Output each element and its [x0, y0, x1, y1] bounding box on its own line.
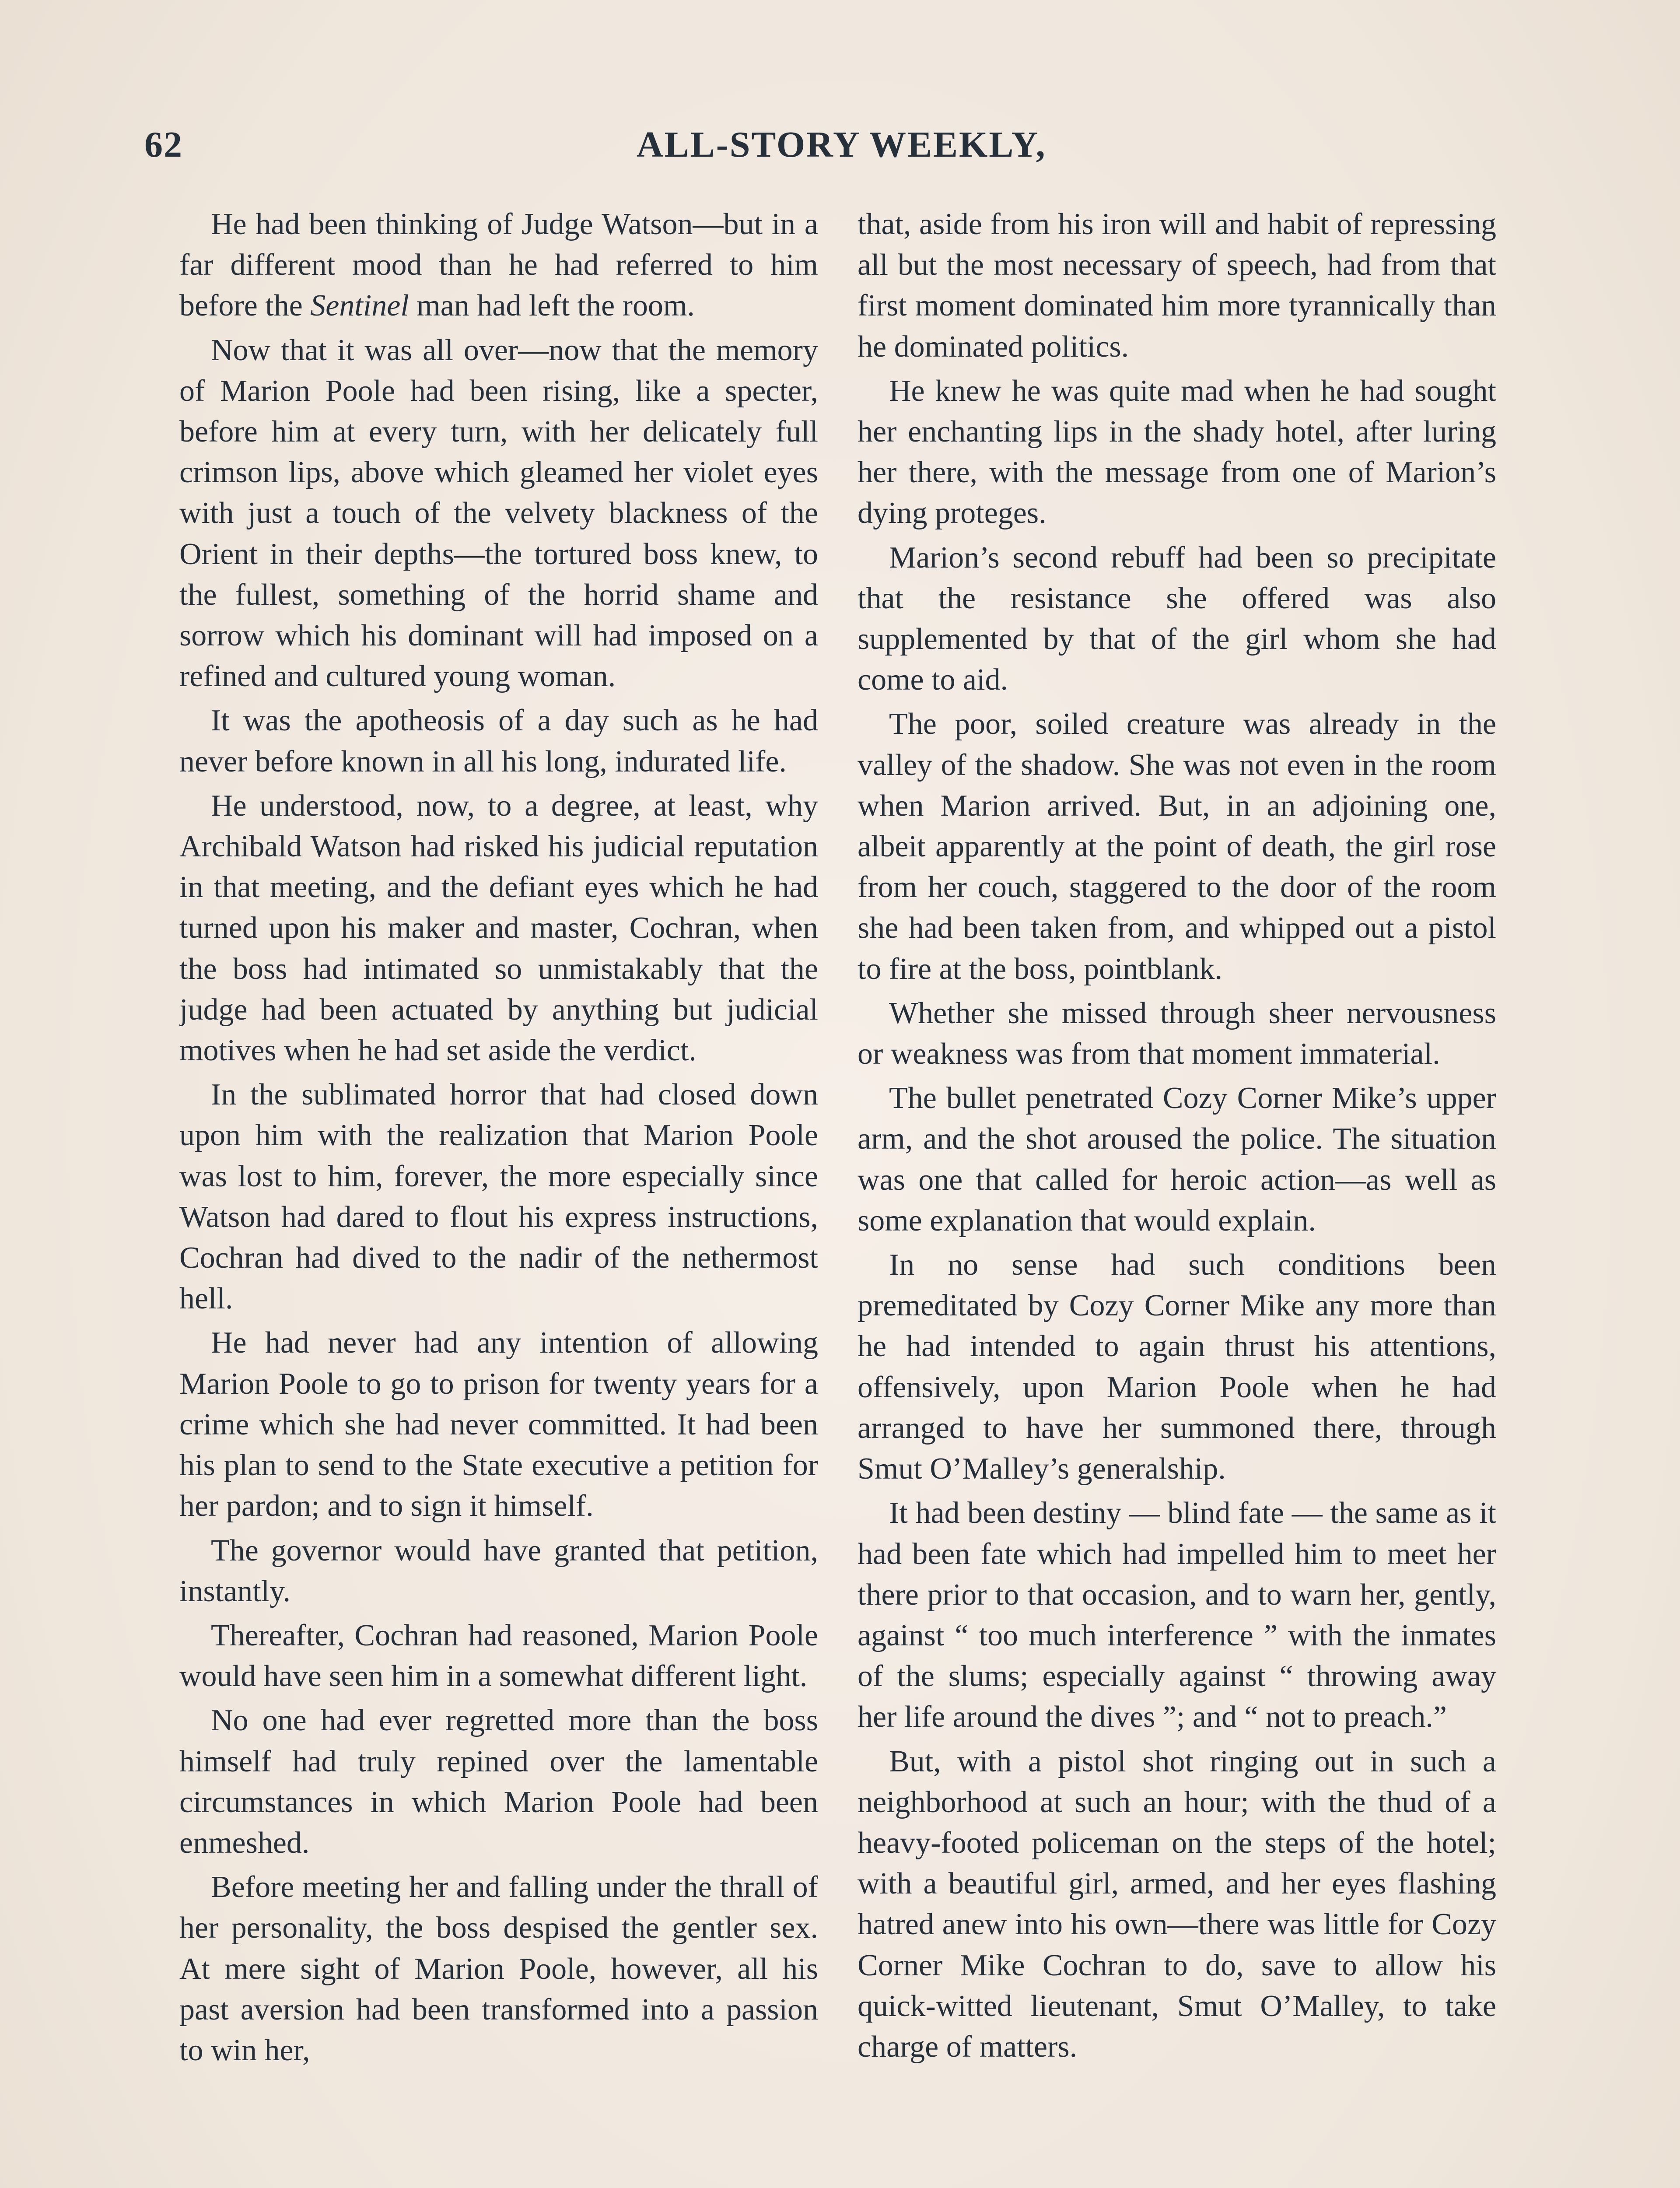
paragraph: Before meeting her and falling under the thrall of her personality, the boss despised the gentler sex. At mere sight of Marion Poole, however, all his past aversion had been transformed into a passion to win her, — [179, 1870, 818, 2067]
paragraph-continued: that, aside from his iron will and habit of repressing all but the most necessary of speech, had from that first moment dominated him more tyrannically than he dominated politics. — [858, 207, 1496, 364]
paragraph: But, with a pistol shot ringing out in such a neighborhood at such an hour; with the thud of a heavy-footed policeman on the steps of the hotel; with a beautiful girl, armed, and her eyes flashing hatred anew into his own—there was little for Cozy Corner Mike Cochran to do, save to allow his quick-witted lieutenant, Smut O’Malley, to take charge of matters. — [858, 1744, 1496, 2064]
paragraph: He knew he was quite mad when he had sought her enchanting lips in the shady hotel, after luring her there, with the message from one of Marion’s dying proteges. — [858, 374, 1496, 530]
paragraph: Now that it was all over—now that the memory of Marion Poole had been rising, like a specter, before him at every turn, with her delicately full crimson lips, above which gleamed her violet eyes with just a touch of the velvety blackness of the Orient in their depths—the tortured boss knew, to the fullest, something of the horrid shame and sorrow which his dominant will had imposed on a refined and cultured young woman. — [179, 333, 818, 694]
magazine-title: ALL-STORY WEEKLY, — [637, 124, 1046, 165]
newspaper-name: Sentinel — [310, 289, 409, 323]
paragraph: The bullet penetrated Cozy Corner Mike’s upper arm, and the shot aroused the police. The situation was one that called for heroic action—as well as some explanation that would explain. — [858, 1081, 1496, 1238]
paragraph: It had been destiny — blind fate — the same as it had been fate which had impelled him to meet her there prior to that occasion, and to warn her, gently, against “ too much interference ” with the inmates of the slums; especially against “ throwing away her life around the dives ”; and “ not to preach.” — [858, 1496, 1496, 1734]
paragraph: The poor, soiled creature was already in the valley of the shadow. She was not even in the room when Marion arrived. But, in an adjoining one, albeit apparently at the point of death, the girl rose from her couch, staggered to the door of the room she had been taken from, and whipped out a pistol to fire at the boss, pointblank. — [858, 707, 1496, 986]
paragraph: In the sublimated horror that had closed down upon him with the realization that Marion Poole was lost to him, forever, the more especially since Watson had dared to flout his express instructions, Cochran had dived to the nadir of the nethermost hell. — [179, 1078, 818, 1316]
paragraph: He had been thinking of Judge Watson—but in a far different mood than he had referred to him before the Sentinel man had left the room. — [179, 207, 818, 323]
page-header — [144, 123, 1540, 176]
page-number: 62 — [144, 124, 183, 165]
paragraph: He understood, now, to a degree, at least, why Archibald Watson had risked his judicial reputation in that meeting, and the defiant eyes which he had turned upon his maker and master, Cochran, when the boss had intimated so unmistakably that the judge had been actuated by anything but judicial motives when he had set aside the verdict. — [179, 789, 818, 1068]
paragraph: Thereafter, Cochran had reasoned, Marion Poole would have seen him in a somewhat different light. — [179, 1618, 818, 1694]
paragraph: No one had ever regretted more than the boss himself had truly repined over the lamentable circumstances in which Marion Poole had been enmeshed. — [179, 1704, 818, 1860]
paragraph: He had never had any intention of allowing Marion Poole to go to prison for twenty years for a crime which she had never committed. It had been his plan to send to the State executive a petition for her pardon; and to sign it himself. — [179, 1326, 818, 1523]
paragraph: The governor would have granted that petition, instantly. — [179, 1533, 818, 1608]
paragraph: Marion’s second rebuff had been so precipitate that the resistance she offered was also supplemented by that of the girl whom she had come to aid. — [858, 540, 1496, 697]
paragraph: In no sense had such conditions been premeditated by Cozy Corner Mike any more than he had intended to again thrust his attentions, offensively, upon Marion Poole when he had arranged to have her summoned there, through Smut O’Malley’s generalship. — [858, 1248, 1496, 1486]
right-column — [858, 204, 1496, 2188]
left-column — [179, 204, 818, 2188]
paragraph: Whether she missed through sheer nervousness or weakness was from that moment immaterial. — [858, 996, 1496, 1071]
paragraph: It was the apotheosis of a day such as he had never before known in all his long, indurated life. — [179, 704, 818, 778]
